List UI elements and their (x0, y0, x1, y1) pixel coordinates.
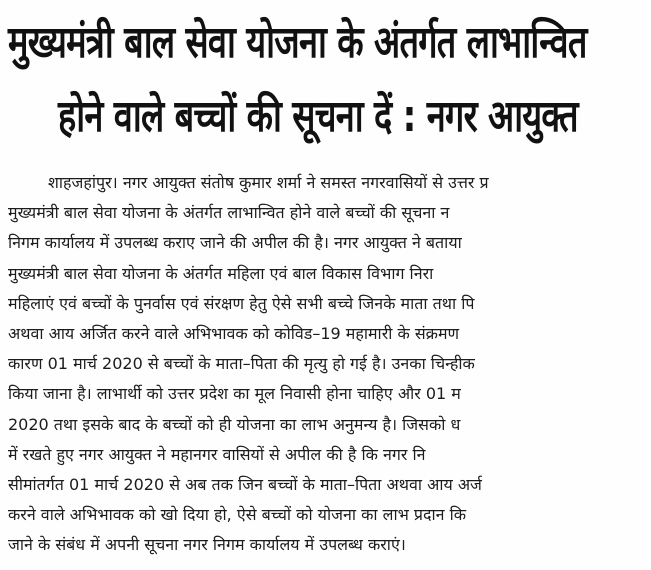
article-line: महिलाएं एवं बच्चों के पुनर्वास एवं संरक्षण हेतु ऐसे सभी बच्चे जिनके माता तथा पि (8, 293, 475, 313)
article-line: शाहजहांपुर। नगर आयुक्त संतोष कुमार शर्मा ने समस्त नगरवासियों से उत्तर प्र (48, 173, 489, 192)
article-line: कारण 01 मार्च 2020 से बच्चों के माता–पिता की मृत्यु हो गई है। उनका चिन्हीक (8, 354, 475, 374)
article-line: जाने के संबंध में अपनी सूचना नगर निगम कार्यालय में उपलब्ध कराएं। (8, 535, 406, 555)
article-line: करने वाले अभिभावक को खो दिया हो, ऐसे बच्चों को योजना का लाभ प्रदान कि (8, 505, 467, 525)
article-line: निगम कार्यालय में उपलब्ध कराए जाने की अपील की है। नगर आयुक्त ने बताया (8, 233, 462, 253)
headline-line-1: मुख्यमंत्री बाल सेवा योजना के अंतर्गत लाभान्वित (8, 17, 587, 68)
article-line: मुख्यमंत्री बाल सेवा योजना के अंतर्गत महिला एवं बाल विकास विभाग निरा (8, 263, 434, 283)
article-line: 2020 तथा इसके बाद के बच्चों को ही योजना का लाभ अनुमन्य है। जिसको ध (8, 414, 461, 434)
article-line: मुख्यमंत्री बाल सेवा योजना के अंतर्गत लाभान्वित होने वाले बच्चों की सूचना न (8, 203, 450, 223)
article-body (8, 168, 651, 560)
headline-line-2: होने वाले बच्चों की सूचना दें : नगर आयुक्त (58, 91, 578, 142)
article-line: सीमांतर्गत 01 मार्च 2020 से अब तक जिन बच्चों के माता–पिता अथवा आय अर्ज (8, 474, 482, 494)
article-line: किया जाना है। लाभार्थी को उत्तर प्रदेश का मूल निवासी होना चाहिए और 01 म (8, 384, 461, 404)
article-line: में रखते हुए नगर आयुक्त ने महानगर वासियों से अपील की है कि नगर नि (8, 444, 426, 464)
article-line: अथवा आय अर्जित करने वाले अभिभावक को कोविड–19 महामारी के संक्रमण (8, 323, 460, 343)
